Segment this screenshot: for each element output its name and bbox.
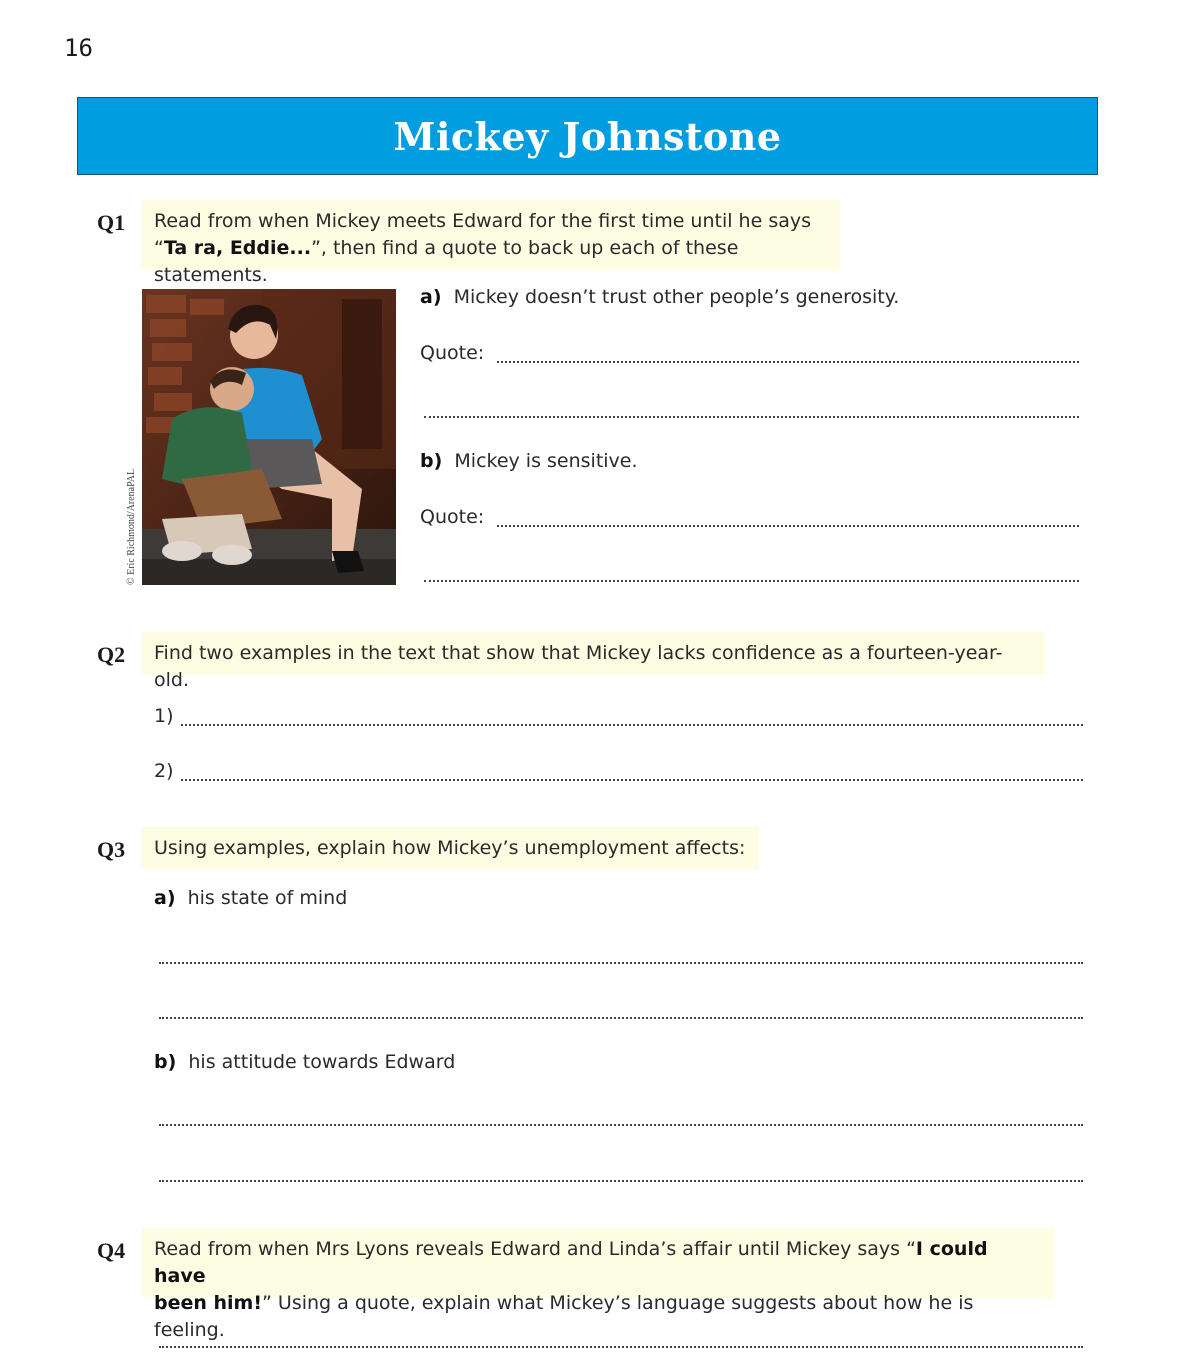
- q4-answer-line-1[interactable]: [159, 1346, 1083, 1348]
- q2-answer-line-1[interactable]: [181, 724, 1083, 726]
- photo-credit: © Eric Richmond/ArenaPAL: [126, 468, 137, 585]
- q3-number: Q3: [97, 837, 126, 862]
- q3a-subquestion: a) his state of mind: [154, 887, 348, 909]
- q1b-answer-line-2[interactable]: [424, 580, 1079, 582]
- q1a-quote-label: Quote:: [420, 342, 485, 364]
- q1a-statement: a) Mickey doesn’t trust other people’s generosity.: [420, 286, 900, 308]
- q1-prompt-line1: Read from when Mickey meets Edward for the first time until he says: [154, 210, 812, 232]
- q1-bold-quote: Ta ra, Eddie...: [163, 237, 312, 259]
- q3b-answer-line-1[interactable]: [159, 1124, 1083, 1126]
- q3a-answer-line-1[interactable]: [159, 962, 1083, 964]
- page-title: Mickey Johnstone: [393, 113, 782, 159]
- q1-number: Q1: [97, 210, 126, 235]
- q4-number: Q4: [97, 1238, 126, 1263]
- q4-prompt-line1: Read from when Mrs Lyons reveals Edward and Linda’s affair until Mickey says “I could have: [154, 1238, 988, 1287]
- q1a-answer-line-1[interactable]: [497, 361, 1079, 363]
- page-number: 16: [64, 34, 93, 62]
- stage-photo-illustration: [142, 289, 396, 585]
- stage-photo: [142, 289, 396, 585]
- q4-prompt: [142, 1228, 1054, 1341]
- q3b-subquestion: b) his attitude towards Edward: [154, 1051, 456, 1073]
- q1b-answer-line-1[interactable]: [497, 525, 1079, 527]
- q2-answer-line-2[interactable]: [181, 779, 1083, 781]
- q1-prompt: [142, 200, 840, 286]
- q3a-answer-line-2[interactable]: [159, 1017, 1083, 1019]
- q3b-answer-line-2[interactable]: [159, 1180, 1083, 1182]
- q2-prompt: Find two examples in the text that show that Mickey lacks confidence as a fourteen-year-old.: [142, 632, 1045, 675]
- q1a-answer-line-2[interactable]: [424, 416, 1079, 418]
- q4-prompt-line2: been him!” Using a quote, explain what Mickey’s language suggests about how he is feeling.: [154, 1292, 974, 1341]
- q2-item-1-label: 1): [154, 705, 174, 727]
- q2-item-2-label: 2): [154, 760, 174, 782]
- q1b-statement: b) Mickey is sensitive.: [420, 450, 638, 472]
- q2-number: Q2: [97, 642, 126, 667]
- title-banner: [77, 97, 1098, 175]
- q1-prompt-line2: “Ta ra, Eddie...”, then find a quote to back up each of these statements.: [154, 237, 739, 286]
- q3-prompt: Using examples, explain how Mickey’s unemployment affects:: [142, 827, 759, 870]
- q1b-quote-label: Quote:: [420, 506, 485, 528]
